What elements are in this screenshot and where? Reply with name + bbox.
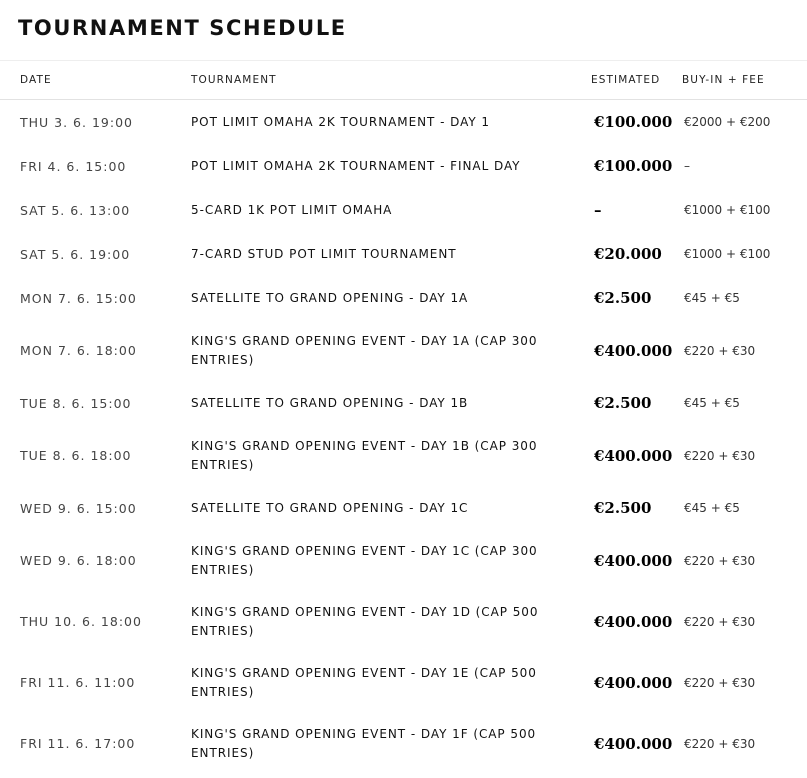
date-cell: THU 10. 6. 18:00 xyxy=(20,614,142,629)
estimated-cell: €400.000 xyxy=(594,446,673,465)
date-cell: SAT 5. 6. 13:00 xyxy=(20,202,131,218)
estimated-cell: €400.000 xyxy=(594,673,673,692)
table-row xyxy=(0,486,807,530)
estimated-cell: €2.500 xyxy=(594,289,652,307)
table-row xyxy=(0,188,807,232)
tournament-cell: KING'S GRAND OPENING EVENT - DAY 1C (CAP 300 ENTRIES) xyxy=(191,543,538,577)
table-header xyxy=(0,60,807,100)
estimated-cell: – xyxy=(594,201,602,219)
table-row xyxy=(0,530,807,591)
estimated-cell: €400.000 xyxy=(594,341,673,360)
table-row xyxy=(0,320,807,381)
column-header-estimated: ESTIMATED xyxy=(591,74,661,86)
buyin-cell: €45 + €5 xyxy=(684,291,740,305)
buyin-cell: €1000 + €100 xyxy=(684,247,771,261)
table-row xyxy=(0,652,807,713)
estimated-cell: €2.500 xyxy=(594,499,652,517)
date-cell: THU 3. 6. 19:00 xyxy=(20,114,133,130)
table-row xyxy=(0,276,807,320)
table-row xyxy=(0,232,807,276)
table-row xyxy=(0,100,807,144)
estimated-cell: €100.000 xyxy=(594,157,673,175)
column-header-tournament: TOURNAMENT xyxy=(191,74,277,86)
estimated-cell: €2.500 xyxy=(594,394,652,412)
buyin-cell: €220 + €30 xyxy=(684,343,756,358)
buyin-cell: €220 + €30 xyxy=(684,448,756,463)
tournament-cell: 5-CARD 1K POT LIMIT OMAHA xyxy=(191,202,393,217)
date-cell: TUE 8. 6. 18:00 xyxy=(20,448,132,463)
date-cell: MON 7. 6. 15:00 xyxy=(20,290,137,306)
column-header-date: DATE xyxy=(20,74,52,86)
estimated-cell: €100.000 xyxy=(594,113,673,131)
estimated-cell: €400.000 xyxy=(594,551,673,570)
table-row xyxy=(0,591,807,652)
page-title: TOURNAMENT SCHEDULE xyxy=(18,16,347,40)
date-cell: FRI 11. 6. 11:00 xyxy=(20,675,136,690)
tournament-cell: POT LIMIT OMAHA 2K TOURNAMENT - DAY 1 xyxy=(191,114,490,129)
schedule-table-body xyxy=(0,100,807,774)
buyin-cell: €45 + €5 xyxy=(684,396,740,410)
estimated-cell: €20.000 xyxy=(594,245,662,263)
tournament-cell: 7-CARD STUD POT LIMIT TOURNAMENT xyxy=(191,246,457,261)
tournament-cell: KING'S GRAND OPENING EVENT - DAY 1A (CAP 300 ENTRIES) xyxy=(191,333,538,367)
tournament-cell: SATELLITE TO GRAND OPENING - DAY 1C xyxy=(191,500,469,515)
estimated-cell: €400.000 xyxy=(594,612,673,631)
buyin-cell: €1000 + €100 xyxy=(684,203,771,217)
date-cell: WED 9. 6. 18:00 xyxy=(20,553,137,568)
buyin-cell: €45 + €5 xyxy=(684,501,740,515)
table-row xyxy=(0,144,807,188)
date-cell: SAT 5. 6. 19:00 xyxy=(20,246,131,262)
date-cell: WED 9. 6. 15:00 xyxy=(20,500,137,516)
date-cell: MON 7. 6. 18:00 xyxy=(20,343,137,358)
table-row xyxy=(0,381,807,425)
date-cell: FRI 4. 6. 15:00 xyxy=(20,158,127,174)
buyin-cell: €220 + €30 xyxy=(684,675,756,690)
column-header-buyin: BUY-IN + FEE xyxy=(682,74,765,86)
estimated-cell: €400.000 xyxy=(594,734,673,753)
table-row xyxy=(0,713,807,774)
tournament-cell: KING'S GRAND OPENING EVENT - DAY 1F (CAP 500 ENTRIES) xyxy=(191,726,537,760)
tournament-cell: KING'S GRAND OPENING EVENT - DAY 1D (CAP 500 ENTRIES) xyxy=(191,604,539,638)
tournament-cell: POT LIMIT OMAHA 2K TOURNAMENT - FINAL DAY xyxy=(191,158,521,173)
date-cell: FRI 11. 6. 17:00 xyxy=(20,736,136,751)
tournament-cell: SATELLITE TO GRAND OPENING - DAY 1B xyxy=(191,395,469,410)
tournament-cell: KING'S GRAND OPENING EVENT - DAY 1E (CAP 500 ENTRIES) xyxy=(191,665,537,699)
buyin-cell: – xyxy=(684,159,690,173)
buyin-cell: €220 + €30 xyxy=(684,614,756,629)
tournament-cell: SATELLITE TO GRAND OPENING - DAY 1A xyxy=(191,290,469,305)
buyin-cell: €2000 + €200 xyxy=(684,115,771,129)
tournament-cell: KING'S GRAND OPENING EVENT - DAY 1B (CAP 300 ENTRIES) xyxy=(191,438,538,472)
buyin-cell: €220 + €30 xyxy=(684,736,756,751)
buyin-cell: €220 + €30 xyxy=(684,553,756,568)
date-cell: TUE 8. 6. 15:00 xyxy=(20,395,132,411)
table-row xyxy=(0,425,807,486)
